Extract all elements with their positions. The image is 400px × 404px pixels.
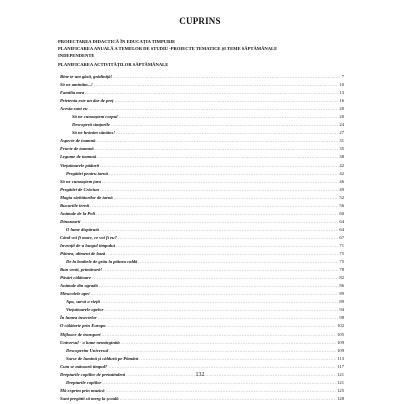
dot-leader xyxy=(139,356,336,361)
toc-entry-title: Păsări călătoare xyxy=(60,275,92,281)
toc-entry-page: 109 xyxy=(337,347,344,353)
section-headings xyxy=(58,38,348,68)
toc-entry-title: Fructe de toamnă xyxy=(60,146,94,152)
toc-entry-title: Animale de la Poli xyxy=(60,210,96,216)
dot-leader xyxy=(114,98,338,103)
toc-entry-page: 89 xyxy=(339,291,344,297)
dot-leader xyxy=(96,138,338,143)
toc-entry-title: Drepturile copiilor xyxy=(66,379,102,385)
toc-entry-page: 46 xyxy=(339,178,344,184)
dot-leader xyxy=(102,179,338,184)
toc-entry xyxy=(58,187,344,195)
toc-entry xyxy=(58,323,344,331)
toc-entry-title: Să ne hrănim sănătos! xyxy=(72,130,116,136)
toc-entry xyxy=(58,203,344,211)
toc-entry-page: 113 xyxy=(337,355,344,361)
toc-entry xyxy=(58,98,344,106)
toc-entry-page: 13 xyxy=(339,90,344,96)
dot-leader xyxy=(97,154,338,159)
toc-entry-title: Mijloace de transport xyxy=(60,331,101,337)
toc-entry xyxy=(58,171,344,179)
toc-entry xyxy=(58,259,344,267)
dot-leader xyxy=(102,380,336,385)
toc-entry-page: 20 xyxy=(339,114,344,120)
toc-entry xyxy=(58,82,344,90)
toc-entry-title: Miracolele apei xyxy=(60,291,90,297)
dot-leader xyxy=(100,163,338,168)
toc-entry-title: Surse de lumină și căldură pe Pământ xyxy=(66,355,139,361)
toc-entry xyxy=(58,332,344,340)
toc-entry-page: 7 xyxy=(341,74,344,79)
dot-leader xyxy=(100,227,338,232)
toc-entry-page: 125 xyxy=(337,387,344,393)
toc-entry-page: 64 xyxy=(339,218,344,224)
toc-entry-page: 109 xyxy=(337,339,344,345)
table-of-contents xyxy=(58,74,344,404)
toc-entry xyxy=(58,219,344,227)
toc-entry-title: Să ne amintim...! xyxy=(60,82,93,88)
toc-entry-page: 75 xyxy=(339,259,344,265)
toc-entry-page: 121 xyxy=(337,371,344,377)
toc-entry-title: O lume dispărută xyxy=(66,226,99,232)
section-heading: PLANIFICAREA ACTIVITĂȚILOR SĂPTĂMÂNALE xyxy=(58,62,169,67)
toc-entry-page: 98 xyxy=(339,315,344,321)
toc-entry xyxy=(58,235,344,243)
dot-leader xyxy=(138,259,338,264)
section-heading: PROIECTAREA DIDACTICĂ ÎN EDUCAȚIA TIMPURIE xyxy=(58,39,176,44)
toc-entry-page: 35 xyxy=(339,146,344,152)
toc-entry-title: Drepturile copiilor de pretutindeni xyxy=(60,371,126,377)
toc-entry-page: 75 xyxy=(339,251,344,257)
toc-entry-page: 67 xyxy=(339,234,344,240)
dot-leader xyxy=(113,74,340,79)
toc-entry xyxy=(58,179,344,187)
toc-entry-page: 56 xyxy=(339,202,344,208)
toc-entry-page: 117 xyxy=(337,363,344,369)
toc-entry-title: Magia sărbătorilor de iarnă xyxy=(60,194,113,200)
toc-entry-page: 52 xyxy=(339,194,344,200)
toc-entry-title: Invenții de-a lungul timpului xyxy=(60,242,116,248)
dot-leader xyxy=(100,187,338,192)
toc-entry xyxy=(58,291,344,299)
toc-entry-title: Legume de toamnă xyxy=(60,154,97,160)
toc-entry xyxy=(58,74,344,82)
toc-entry-page: 60 xyxy=(339,210,344,216)
toc-entry xyxy=(58,106,344,114)
toc-entry xyxy=(58,380,344,388)
toc-entry xyxy=(58,364,344,372)
dot-leader xyxy=(120,396,337,401)
toc-entry-title: De la boabele de grâu la pâinea caldă xyxy=(66,259,138,265)
dot-leader xyxy=(101,299,338,304)
toc-entry-title: Când voi fi mare, ce voi fi eu? xyxy=(60,234,117,240)
toc-entry xyxy=(58,195,344,203)
toc-entry-title: În lumea insectelor xyxy=(60,315,97,321)
toc-entry xyxy=(58,299,344,307)
toc-entry-title: Să ne cunoaștem corpul xyxy=(72,114,118,120)
toc-entry xyxy=(58,138,344,146)
dot-leader xyxy=(116,130,338,135)
dot-leader xyxy=(98,315,339,320)
toc-entry-page: 71 xyxy=(339,242,344,248)
dot-leader xyxy=(104,307,338,312)
toc-entry-title: Apa, sursă a vieții xyxy=(66,299,100,305)
toc-entry-title: Pregătiri pentru iarnă xyxy=(66,170,108,176)
dot-leader xyxy=(106,251,338,256)
toc-entry-page: 31 xyxy=(339,138,344,144)
dot-leader xyxy=(114,195,339,200)
toc-entry-title: O călătorie prin Europa xyxy=(60,323,106,329)
toc-entry-title: Pregătiri de Crăciun xyxy=(60,186,100,192)
dot-leader xyxy=(99,283,339,288)
toc-entry xyxy=(58,356,344,364)
toc-entry-title: Prietenia este un dar de preț xyxy=(60,98,114,104)
toc-entry-page: 105 xyxy=(337,331,344,337)
toc-entry-title: Familia mea xyxy=(60,90,85,96)
dot-leader xyxy=(111,122,339,127)
dot-leader xyxy=(109,348,336,353)
toc-entry-page: 86 xyxy=(339,283,344,289)
toc-entry xyxy=(58,227,344,235)
toc-entry-title: Pâinea, aliment de bază xyxy=(60,251,106,257)
dot-leader xyxy=(118,235,339,240)
toc-entry-page: 89 xyxy=(339,299,344,305)
toc-entry xyxy=(58,267,344,275)
dot-leader xyxy=(85,90,338,95)
dot-leader xyxy=(81,219,338,224)
section-heading: PLANIFICAREA ANUALĂ A TEMELOR DE STUDIU -PROIECTE TEMATICE ȘI TEME SĂPTĂMÂNALE xyxy=(58,46,278,51)
dot-leader xyxy=(90,291,338,296)
toc-entry xyxy=(58,163,344,171)
dot-leader xyxy=(116,243,338,248)
toc-entry xyxy=(58,122,344,130)
toc-entry xyxy=(58,130,344,138)
toc-entry-title: Bucuriile iernii xyxy=(60,202,90,208)
toc-entry xyxy=(58,307,344,315)
toc-entry-title: Viețuitoarele pădurii xyxy=(60,162,100,168)
toc-entry-title: Bine te-am găsit, grădiniță! xyxy=(60,74,113,79)
dot-leader xyxy=(92,275,338,280)
toc-entry-title: Acesta sunt eu xyxy=(60,106,88,112)
toc-entry-title: Bun venit, primăvară! xyxy=(60,267,103,273)
toc-entry-title: Să ne cunoaștem țara xyxy=(60,178,101,184)
toc-entry-page: 64 xyxy=(339,226,344,232)
toc-entry xyxy=(58,275,344,283)
toc-entry-title: Aspecte de toamnă xyxy=(60,138,96,144)
toc-entry-page: 20 xyxy=(339,106,344,112)
dot-leader xyxy=(89,106,339,111)
toc-entry-page: 82 xyxy=(339,275,344,281)
dot-leader xyxy=(106,388,337,393)
toc-entry xyxy=(58,211,344,219)
toc-entry-page: 24 xyxy=(339,122,344,128)
toc-entry-page: 102 xyxy=(337,323,344,329)
toc-entry xyxy=(58,315,344,323)
toc-entry-page: 10 xyxy=(339,82,344,88)
toc-entry xyxy=(58,388,344,396)
dot-leader xyxy=(119,114,339,119)
toc-entry-page: 121 xyxy=(337,379,344,385)
dot-leader xyxy=(108,364,336,369)
toc-entry xyxy=(58,348,344,356)
toc-entry-page: 128 xyxy=(337,395,344,401)
toc-entry-title: Descoperim Universul xyxy=(66,347,109,353)
dot-leader xyxy=(103,267,338,272)
toc-entry xyxy=(58,251,344,259)
toc-entry xyxy=(58,114,344,122)
toc-entry xyxy=(58,154,344,162)
page-number: 132 xyxy=(195,372,205,378)
toc-entry xyxy=(58,90,344,98)
toc-entry-page: 78 xyxy=(339,267,344,273)
toc-entry-title: Dinozaurii xyxy=(60,218,81,224)
dot-leader xyxy=(95,146,339,151)
toc-entry-page: 42 xyxy=(339,162,344,168)
toc-entry-page: 38 xyxy=(339,154,344,160)
toc-entry-page: 16 xyxy=(339,98,344,104)
dot-leader xyxy=(107,323,337,328)
toc-entry-title: Cum se măsoară timpul? xyxy=(60,363,108,369)
dot-leader xyxy=(102,332,337,337)
toc-entry-title: Mă exprim prin muzică xyxy=(60,387,105,393)
dot-leader xyxy=(121,340,336,345)
toc-entry-title: Sunt pregătit să merg la școală xyxy=(60,395,119,401)
toc-entry-page: 42 xyxy=(339,170,344,176)
dot-leader xyxy=(96,211,338,216)
toc-entry-title: Universul - o lume nemărginită xyxy=(60,339,120,345)
toc-entry-page: 94 xyxy=(339,307,344,313)
page-title: CUPRINS xyxy=(179,16,221,26)
toc-entry-title: Viețuitoarele apelor xyxy=(66,307,104,313)
toc-entry-page: 27 xyxy=(339,130,344,136)
toc-entry-title: Descoperă simțurile xyxy=(72,122,110,128)
toc-entry xyxy=(58,243,344,251)
dot-leader xyxy=(109,171,339,176)
section-heading: INDEPENDENTE xyxy=(58,53,95,58)
dot-leader xyxy=(90,203,338,208)
dot-leader xyxy=(94,82,339,87)
toc-entry-title: Animale din ogradă xyxy=(60,283,98,289)
toc-entry xyxy=(58,340,344,348)
toc-entry-page: 49 xyxy=(339,186,344,192)
toc-entry xyxy=(58,283,344,291)
toc-entry xyxy=(58,146,344,154)
